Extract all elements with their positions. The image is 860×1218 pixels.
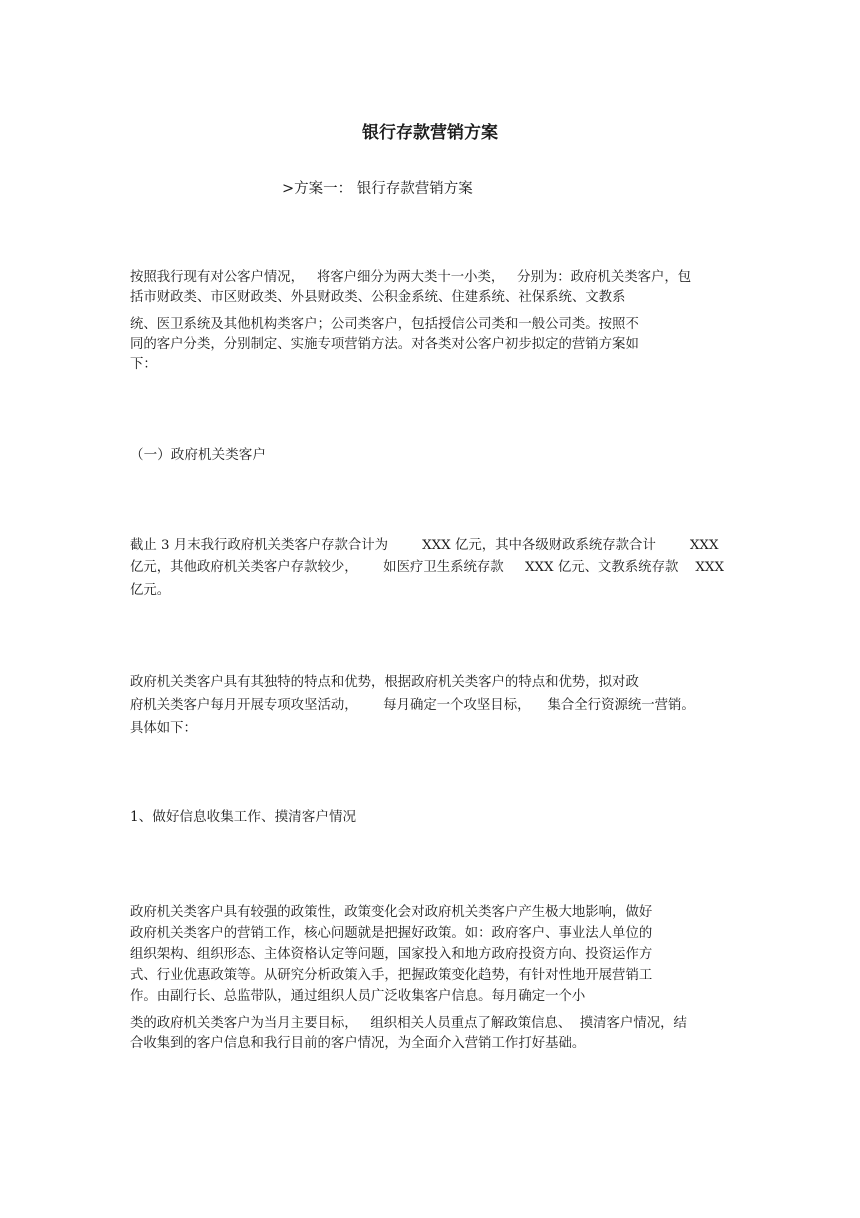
plan-subtitle: >方案一： 银行存款营销方案 [282,181,473,197]
intro-line: 按照我行现有对公客户情况， 将客户细分为两大类十一小类， 分别为：政府机关类客户，包 [130,270,692,285]
item-line: 政府机关类客户的营销工作，核心问题就是把握好政策。如：政府客户、事业法人单位的 [130,926,653,941]
intro-line: 下： [130,357,157,372]
intro-line: 统、医卫系统及其他机构类客户；公司类客户，包括授信公司类和一般公司类。按照不 [130,317,639,332]
item-line: 政府机关类客户具有较强的政策性，政策变化会对政府机关类客户产生极大地影响，做好 [130,905,653,920]
intro-line: 同的客户分类，分别制定、实施专项营销方法。对各类对公客户初步拟定的营销方案如 [130,337,639,352]
document-title: 银行存款营销方案 [362,123,498,143]
item-line: 类的政府机关类客户为当月主要目标， 组织相关人员重点了解政策信息、 摸清客户情况，结 [130,1016,687,1031]
section-heading: （一）政府机关类客户 [130,447,266,463]
item-heading: 1、做好信息收集工作、摸清客户情况 [130,809,357,825]
feature-line: 政府机关类客户具有其独特的特点和优势，根据政府机关类客户的特点和优势，拟对政 [130,675,639,690]
item-line: 组织架构、组织形态、主体资格认定等问题，国家投入和地方政府投资方向、投资运作方 [130,947,653,962]
deposit-line: 截止 3 月末我行政府机关类客户存款合计为 XXX 亿元，其中各级财政系统存款合计 XXX [130,538,719,553]
item-line: 合收集到的客户信息和我行目前的客户情况，为全面介入营销工作打好基础。 [130,1036,586,1051]
deposit-line: 亿元，其他政府机关类客户存款较少， 如医疗卫生系统存款 XXX 亿元、文教系统存款 XXX [130,560,724,575]
item-line: 式、行业优惠政策等。从研究分析政策入手，把握政策变化趋势，有针对性地开展营销工 [130,968,653,983]
feature-line: 具体如下： [130,721,197,736]
item-line: 作。由副行长、总监带队，通过组织人员广泛收集客户信息。每月确定一个小 [130,989,586,1004]
feature-line: 府机关类客户每月开展专项攻坚活动， 每月确定一个攻坚目标， 集合全行资源统一营销。 [130,698,695,713]
deposit-line: 亿元。 [130,583,171,598]
intro-line: 括市财政类、市区财政类、外县财政类、公积金系统、住建系统、社保系统、文教系 [130,290,626,305]
